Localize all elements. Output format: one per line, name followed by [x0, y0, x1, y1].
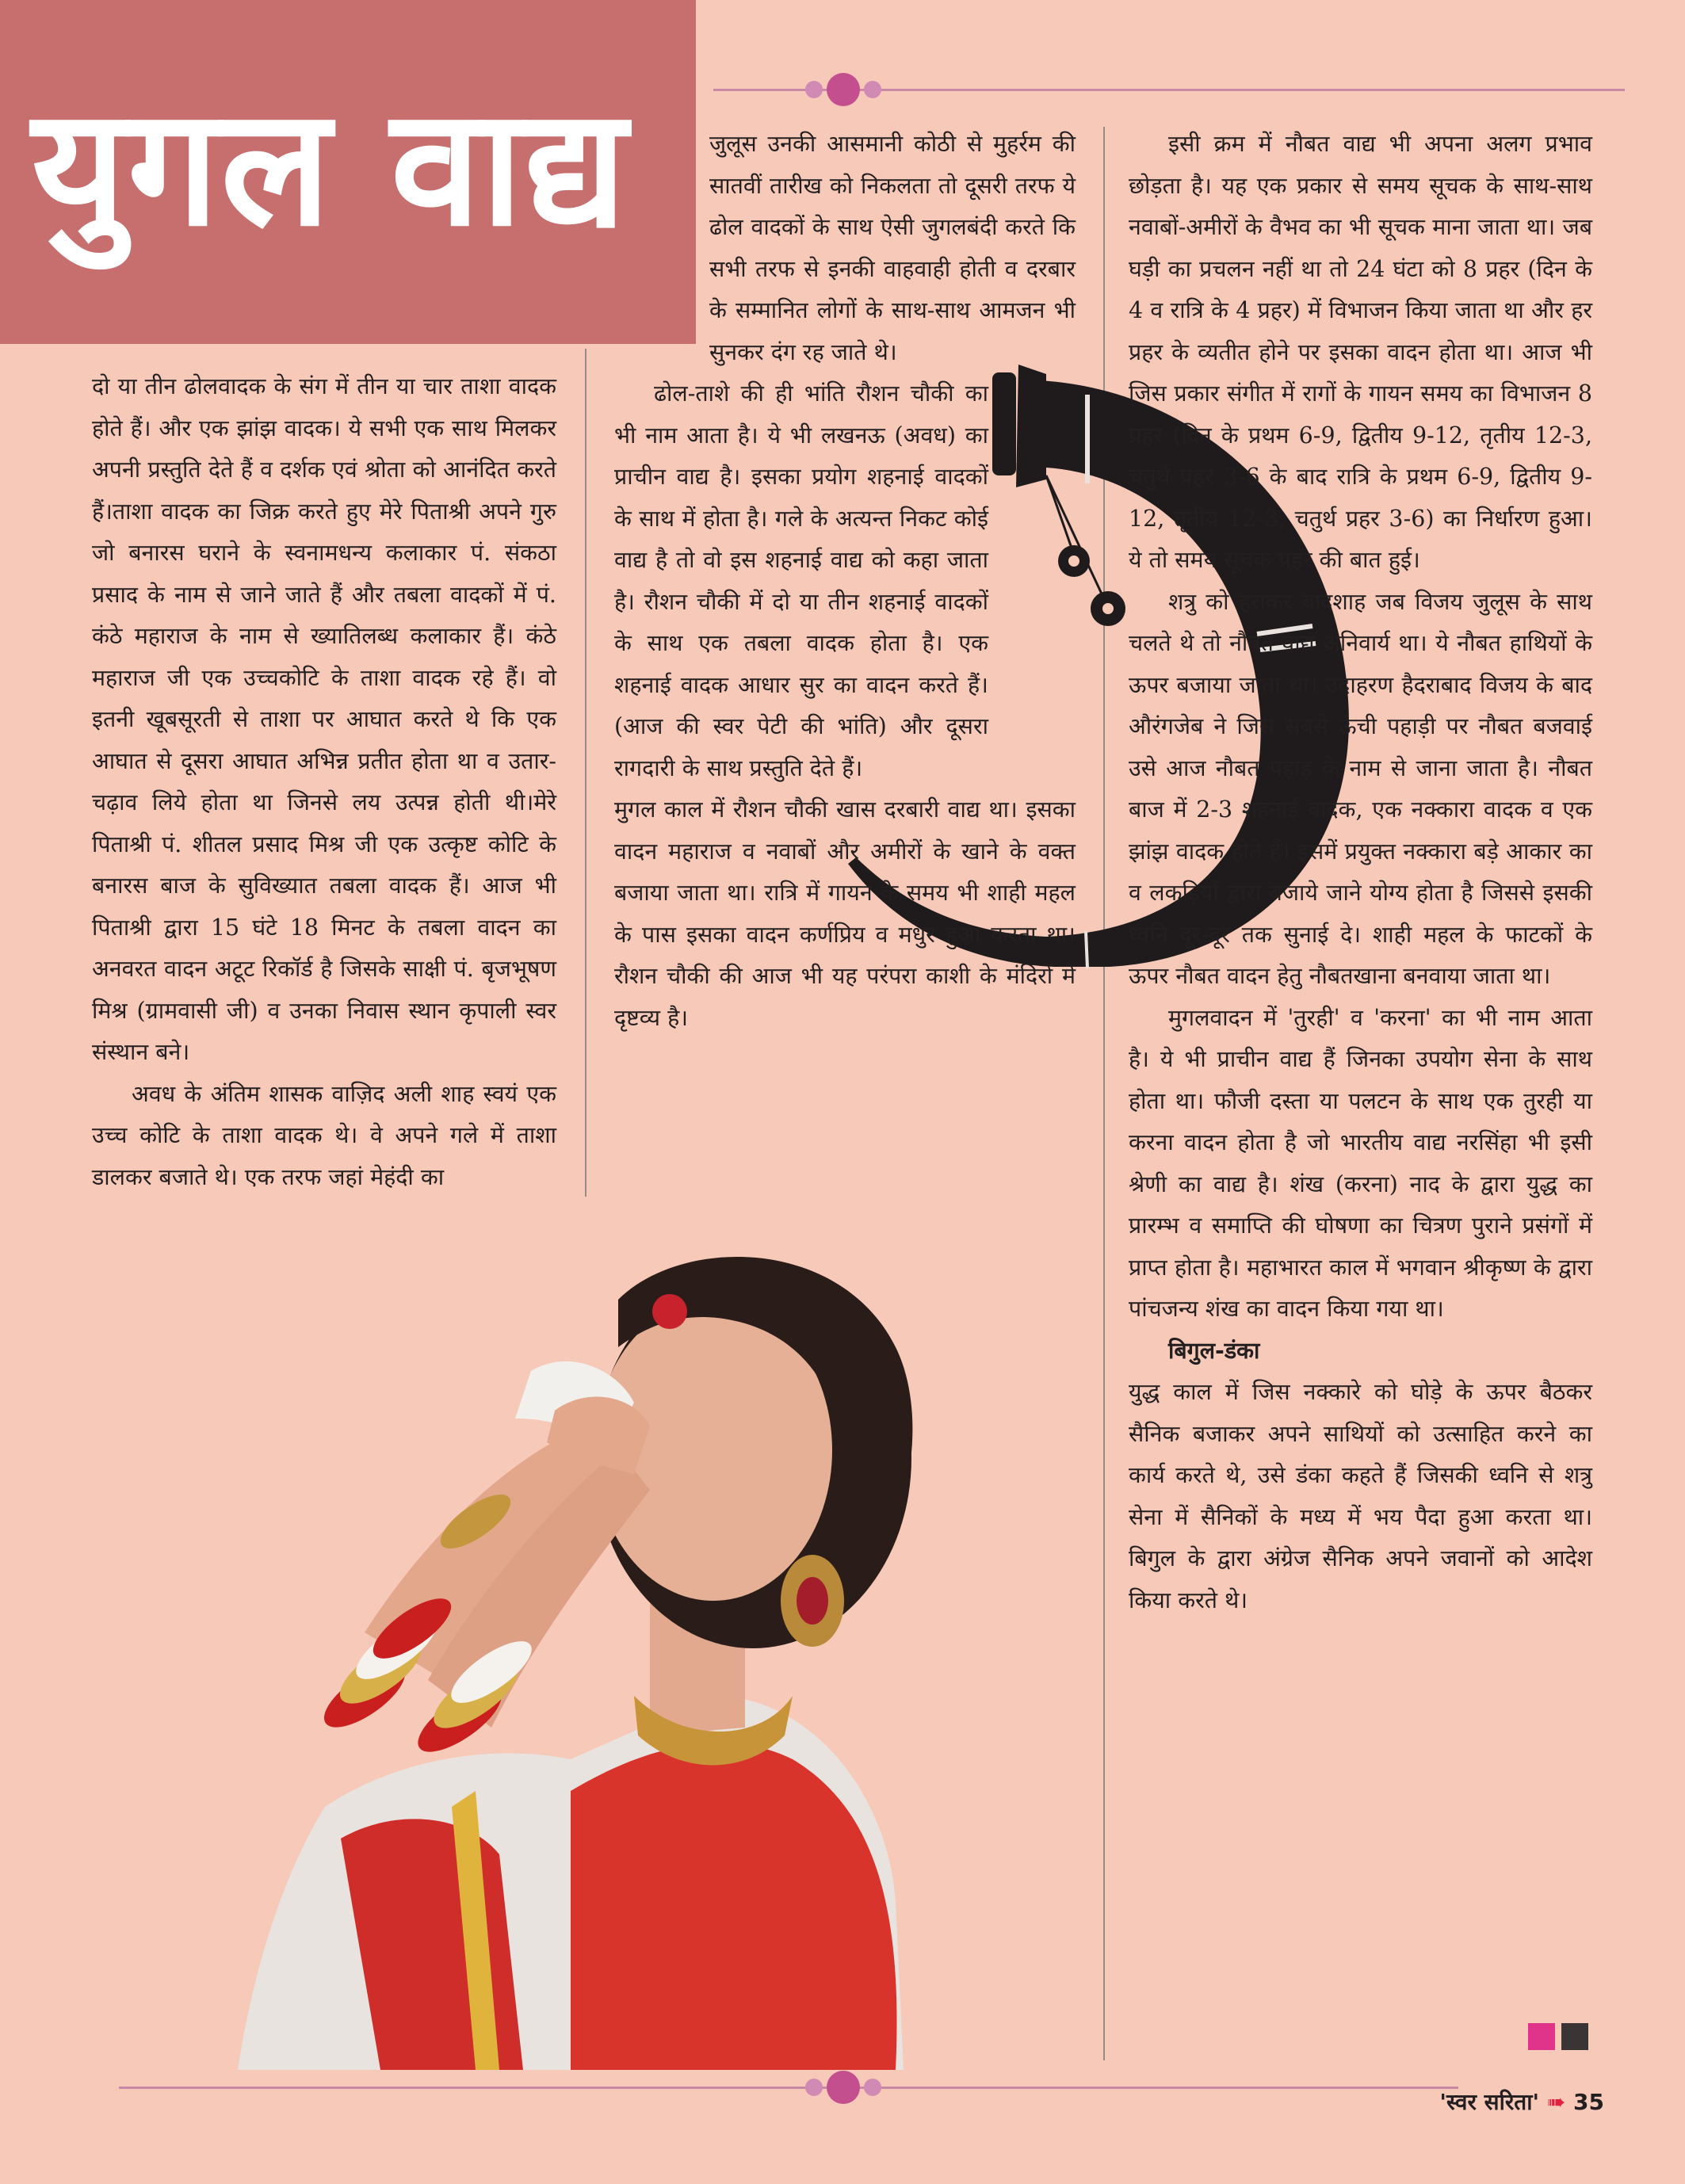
section-subheading: बिगुल-डंका [1168, 1337, 1260, 1364]
article-column-1 [92, 366, 556, 1198]
decor-square-pink [1528, 2023, 1555, 2050]
col2-paragraph-1: जुलूस उनकी आसमानी कोठी से मुहर्रम की सातवीं तारीख को निकलता तो दूसरी तरफ ये ढोल वादकों के साथ ऐसी जुगलबंदी करते कि सभी तरफ से इनकी वाहवाही होती व दरबार के सम्मानित लोगों के साथ-साथ आमजन भी सुनकर दंग रह जाते थे। [709, 131, 1076, 365]
magazine-name: 'स्वर सरिता' [1439, 2089, 1540, 2115]
col1-paragraph-2: अवध के अंतिम शासक वाज़िद अली शाह स्वयं एक उच्च कोटि के ताशा वादक थे। वे अपने गले में ताशा डालकर बजाते थे। एक तरफ जहां मेहंदी का [92, 1080, 556, 1190]
article-column-3 [1129, 124, 1592, 1621]
page-number: 35 [1573, 2089, 1604, 2115]
bottom-rule-dot-center [827, 2071, 860, 2104]
col2-paragraph-2: ढोल-ताशे की ही भांति रौशन चौकी का भी नाम आता है। ये भी लखनऊ (अवध) का प्राचीन वाद्य है। इसका प्रयोग शहनाई वादकों के साथ में होता है। गले के अत्यन्त निकट कोई वाद्य है तो वो इस शहनाई वाद्य को कहा जाता है। रौशन चौकी में दो या तीन शहनाई वादकों के साथ एक तबला वादक होता है। एक शहनाई वादक आधार सुर का वादन करते हैं। (आज की स्वर पेटी की भांति) और दूसरा रागदारी के साथ प्रस्तुति देते हैं। [614, 380, 988, 781]
top-rule-dot-right [864, 81, 881, 98]
column-divider-left [585, 349, 587, 1197]
bottom-rule [119, 2087, 1458, 2089]
woman-blowing-conch-photo [238, 1189, 1038, 2070]
decor-square-dark [1561, 2023, 1588, 2050]
col3-paragraph-1: इसी क्रम में नौबत वाद्य भी अपना अलग प्रभाव छोड़ता है। यह एक प्रकार से समय सूचक के साथ-साथ नवाबों-अमीरों के वैभव का भी सूचक माना जाता था। जब घड़ी का प्रचलन नहीं था तो 24 घंटा को 8 प्रहर (दिन के 4 व रात्रि के 4 प्रहर) में विभाजन किया जाता था और हर प्रहर के व्यतीत होने पर इसका वादन होता था। आज भी जिस प्रकार संगीत में रागों के गायन समय का विभाजन 8 प्रहर (दिन के प्रथम 6-9, द्वितीय 9-12, तृतीय 12-3, चतुर्थ प्रहर 3-6 के बाद रात्रि के प्रथम 6-9, द्वितीय 9-12, तृतीय 12-3, चतुर्थ प्रहर 3-6) का निर्धारण हुआ। ये तो समय सूचक प्रहर की बात हुई। [1129, 131, 1592, 573]
col2-paragraph-3: मुगल काल में रौशन चौकी खास दरबारी वाद्य था। इसका वादन महाराज व नवाबों और अमीरों के खाने के वक्त बजाया जाता था। रात्रि में गायन के समय भी शाही महल के पास इसका वादन कर्णप्रिय व मधुर हुआ करता था। रौशन चौकी की आज भी यह परंपरा काशी के मंदिरों में दृष्टव्य है। [614, 796, 1076, 1031]
bottom-rule-dot-left [805, 2079, 823, 2096]
article-title: युगल वाद्य [32, 74, 629, 262]
top-rule-dot-center [827, 73, 860, 106]
col1-paragraph-1: दो या तीन ढोलवादक के संग में तीन या चार ताशा वादक होते हैं। और एक झांझ वादक। ये सभी एक साथ मिलकर अपनी प्रस्तुति देते हैं व दर्शक एवं श्रोता को आनंदित करते हैं।ताशा वादक का जिक्र करते हुए मेरे पिताश्री अपने गुरु जो बनारस घराने के स्वनामधन्य कलाकार पं. संकठा प्रसाद के नाम से जाने जाते हैं और तबला वादकों में पं. कंठे महाराज के नाम से ख्यातिलब्ध कलाकार हैं। कंठे महाराज जी एक उच्चकोटि के ताशा वादक रहे हैं। वो इतनी खूबसूरती से ताशा पर आघात करते थे कि एक आघात से दूसरा आघात अभिन्न प्रतीत होता था व उतार-चढ़ाव लिये होता था जिनसे लय उत्पन्न होती थी।मेरे पिताश्री पं. शीतल प्रसाद मिश्र जी एक उत्कृष्ट कोटि के बनारस बाज के सुविख्यात तबला वादक हैं। आज भी पिताश्री द्वारा 15 घंटे 18 मिनट के तबला वादन का अनवरत वादन अटूट रिकॉर्ड है जिसके साक्षी पं. बृजभूषण मिश्र (ग्रामवासी जी) व उनका निवास स्थान कृपाली स्वर संस्थान बने। [92, 373, 556, 1065]
top-rule-dot-left [805, 81, 823, 98]
col3-paragraph-3: मुगलवादन में 'तुरही' व 'करना' का भी नाम आता है। ये भी प्राचीन वाद्य हैं जिनका उपयोग सेना के साथ होता था। फौजी दस्ता या पलटन के साथ एक तुरही या करना वादन होता है जो भारतीय वाद्य नरसिंहा भी इसी श्रेणी का वाद्य है। शंख (करना) नाद के द्वारा युद्ध का प्रारम्भ व समाप्ति की घोषणा का चित्रण पुराने प्रसंगों में प्राप्त होता है। महाभारत काल में भगवान श्रीकृष्ण के द्वारा पांचजन्य शंख का वादन किया गया था। [1129, 1004, 1592, 1322]
arrow-icon: ➠ [1546, 2089, 1566, 2115]
col3-paragraph-4: युद्ध काल में जिस नक्कारे को घोड़े के ऊपर बैठकर सैनिक बजाकर अपने साथियों को उत्साहित करने का कार्य करते थे, उसे डंका कहते हैं जिसकी ध्वनि से शत्रु सेना में सैनिकों के मध्य में भय पैदा हुआ करता था। बिगुल के द्वारा अंग्रेज सैनिक अपने जवानों को आदेश किया करते थे। [1129, 1379, 1592, 1613]
title-banner [0, 0, 696, 344]
article-column-2 [614, 124, 1076, 1039]
page-footer [1439, 2087, 1604, 2117]
bottom-rule-dot-right [864, 2079, 881, 2096]
col3-paragraph-2: शत्रु को हराकर बादशाह जब विजय जुलूस के साथ चलते थे तो नौबत वाद्य अनिवार्य था। ये नौबत हाथियों के ऊपर बजाया जाता था। उदाहरण हैदराबाद विजय के बाद औरंगजेब ने जिस सबसे ऊंची पहाड़ी पर नौबत बजवाई उसे आज नौबत पहाड़ के नाम से जाना जाता है। नौबत बाज में 2-3 शहनाई वादक, एक नक्कारा वादक व एक झांझ वादक होते हैं। इसमें प्रयुक्त नक्कारा बड़े आकार का व लकड़ियों द्वारा बजाये जाने योग्य होता है जिससे इसकी ध्वनि दूर-दूर तक सुनाई दे। शाही महल के फाटकों के ऊपर नौबत वादन हेतु नौबतखाना बनवाया जाता था। [1129, 588, 1592, 989]
